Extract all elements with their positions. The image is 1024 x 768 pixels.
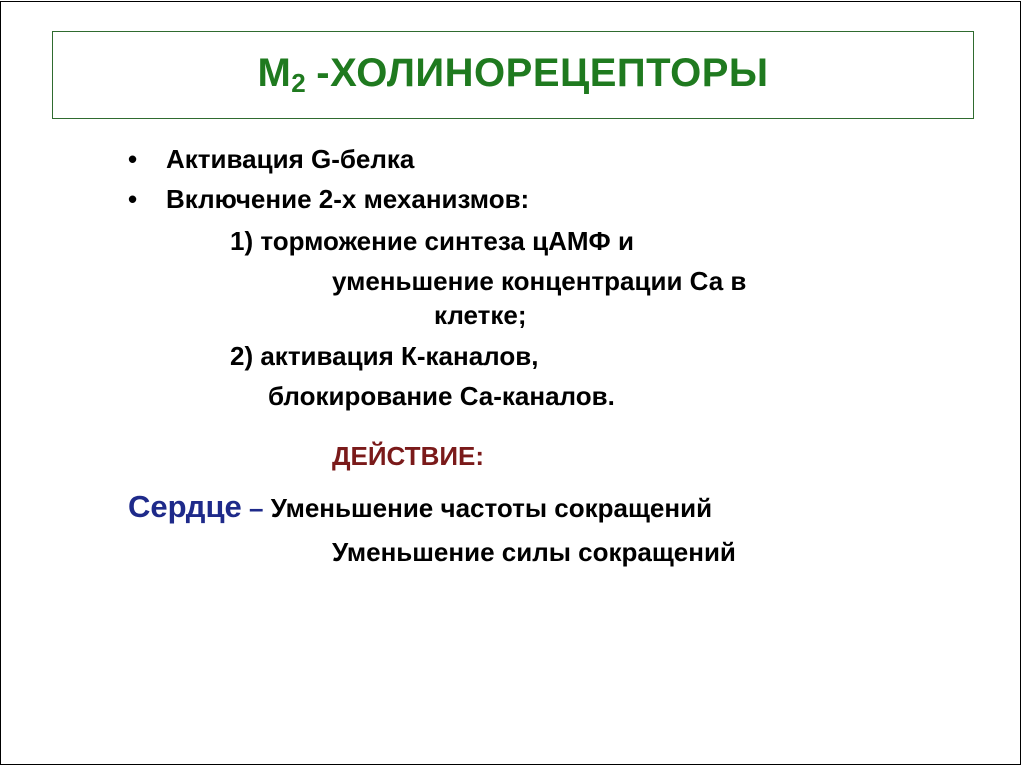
organ-label: Сердце (128, 489, 242, 524)
bullet-dot-icon: • (128, 144, 138, 174)
title-box (52, 31, 974, 119)
title-main: -ХОЛИНОРЕЦЕПТОРЫ (316, 51, 769, 95)
bullet-item: Включение 2-х механизмов: (166, 184, 530, 214)
bullet-item: Активация G-белка (166, 144, 415, 174)
mechanism-1-line-1: 1) торможение синтеза цАМФ и (230, 226, 634, 256)
mechanism-2-line-2: блокирование Са-каналов. (268, 381, 615, 411)
mechanism-1-line-3: клетке; (434, 300, 527, 330)
action-heading: ДЕЙСТВИЕ: (332, 441, 485, 471)
effect-line-2: Уменьшение силы сокращений (332, 537, 736, 567)
title-prefix: M (257, 51, 292, 95)
effect-text-1: Уменьшение частоты сокращений (270, 493, 713, 523)
organ-dash: – (249, 493, 264, 523)
bullet-dot-icon: • (128, 184, 138, 214)
mechanism-2-line-1: 2) активация К-каналов, (230, 341, 539, 371)
title-subscript: 2 (291, 68, 307, 98)
slide-title (257, 51, 768, 99)
mechanism-1-line-2: уменьшение концентрации Са в (332, 266, 747, 296)
effect-line-1 (128, 491, 712, 522)
